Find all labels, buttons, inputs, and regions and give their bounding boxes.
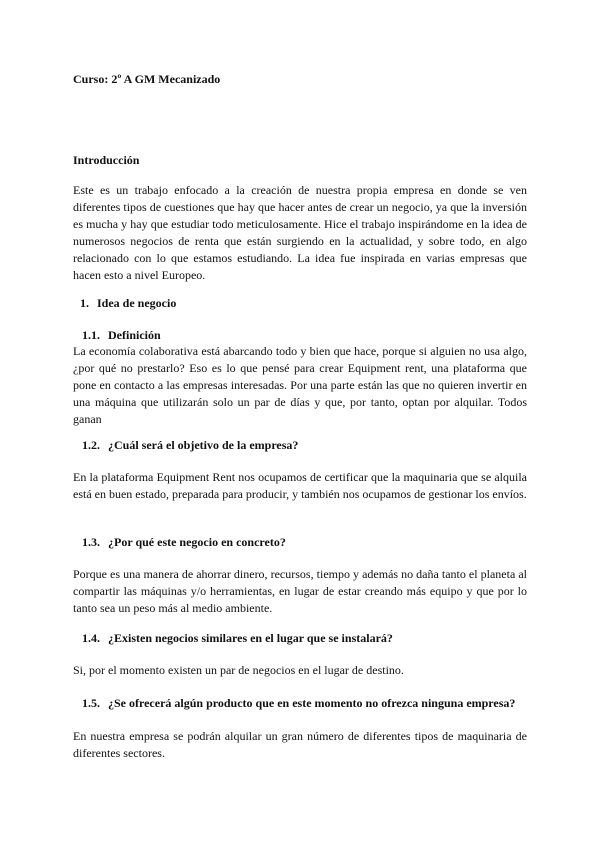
subsection-heading [82, 328, 161, 343]
subsection-number: 1.1. [82, 328, 100, 342]
subsection-heading [82, 535, 286, 550]
subsection-title: Definición [108, 328, 161, 342]
intro-paragraph: Este es un trabajo enfocado a la creación de nuestra propia empresa en donde se ven diferentes tipos de cuestiones que hay que hacer antes de crear un negocio, ya que la inversión es mucha y hay que estudiar todo meticulosamente. Hice el trabajo inspirándome en la idea de numerosos negocios de renta que están surgiendo en la actualidad, y sobre todo, en algo relacionado con lo que estamos estudiando. La idea fue inspirada en varias empresas que hacen esto a nivel Europeo. [73, 183, 527, 282]
subsection-title: ¿Por qué este negocio en concreto? [108, 535, 286, 549]
subsection-number: 1.2. [82, 438, 100, 452]
subsection-number: 1.4. [82, 631, 100, 645]
intro-heading: Introducción [73, 153, 140, 167]
subsection-paragraph: En la plataforma Equipment Rent nos ocupamos de certificar que la maquinaria que se alquila está en buen estado, preparada para producir, y también nos ocupamos de gestionar los envíos. [73, 470, 527, 501]
subsection-paragraph: La economía colaborativa está abarcando todo y bien que hace, porque si alguien no usa algo, ¿por qué no prestarlo? Eso es lo que pensé para crear Equipment rent, una plataforma que pone en contacto a las empresas interesadas. Por una parte están las que no quieren invertir en una máquina que utilizarán solo un par de días y que, por tanto, optan por alquilar. Todos ganan [73, 344, 527, 426]
section-number: 1. [80, 296, 89, 310]
subsection-number: 1.5. [82, 696, 100, 710]
subsection-paragraph: En nuestra empresa se podrán alquilar un gran número de diferentes tipos de maquinaria de diferentes sectores. [73, 729, 527, 760]
subsection-number: 1.3. [82, 535, 100, 549]
section-title: Idea de negocio [97, 296, 177, 310]
subsection-paragraph: Si, por el momento existen un par de negocios en el lugar de destino. [73, 663, 404, 677]
subsection-title: ¿Se ofrecerá algún producto que en este momento no ofrezca ninguna empresa? [108, 696, 516, 710]
subsection-heading [82, 438, 298, 453]
subsection-title: ¿Existen negocios similares en el lugar que se instalará? [108, 631, 393, 645]
section-heading [80, 296, 176, 311]
subsection-title: ¿Cuál será el objetivo de la empresa? [108, 438, 299, 452]
subsection-heading [82, 631, 393, 646]
subsection-paragraph: Porque es una manera de ahorrar dinero, recursos, tiempo y además no daña tanto el planeta al compartir las máquinas y/o herramientas, en lugar de estar creando más equipo y que por lo tanto sea un peso más al medio ambiente. [73, 567, 527, 615]
subsection-heading [82, 696, 515, 711]
course-label: Curso: 2º A GM Mecanizado [73, 72, 221, 86]
